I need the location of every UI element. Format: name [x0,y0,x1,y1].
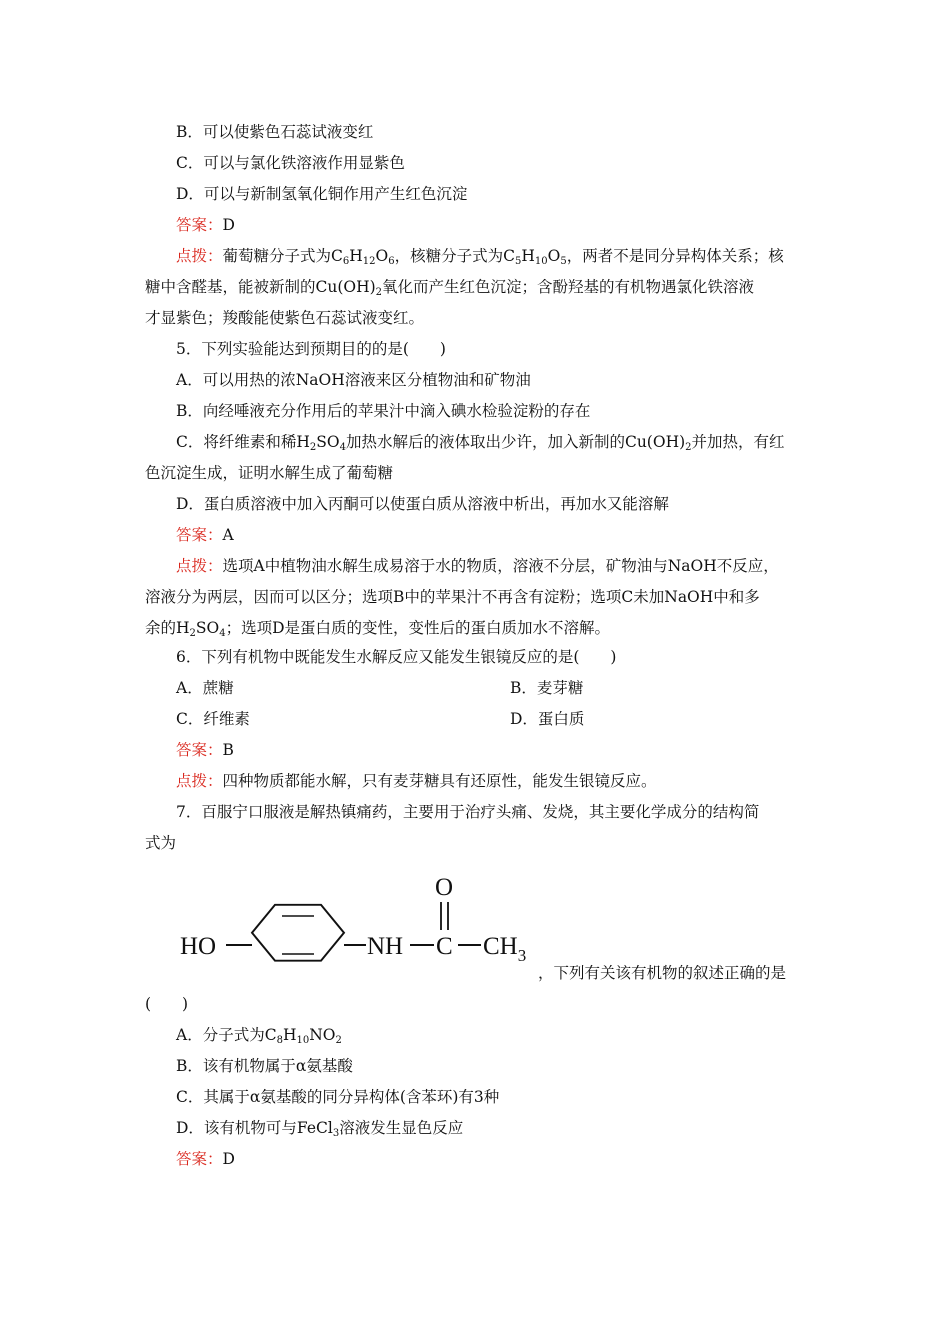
q7-answer-line [176,1149,235,1169]
answer-value: B [222,741,234,759]
q6-option-b: B．麦芽糖 [510,679,584,697]
q6-option-a: A．蔗糖 [176,679,234,697]
option-text: 溶液发生显色反应 [339,1119,464,1137]
question-7-stem-line-1: 7．百服宁口服液是解热镇痛药，主要用于治疗头痛、发烧，其主要化学成分的结构简 [176,803,760,821]
q6-hint-line [176,771,657,791]
option-text: D．该有机物可与FeCl [176,1119,333,1137]
hint-line-2 [145,277,754,297]
hint-line-3: 才显紫色；羧酸能使紫色石蕊试液变红。 [145,309,425,327]
hint-text: O [547,247,561,265]
methyl-ch: CH [483,933,518,960]
subscript: 6 [388,256,395,267]
q5-option-b: B．向经唾液充分作用后的苹果汁中滴入碘水检验淀粉的存在 [176,402,591,420]
q5-hint-line-3 [145,618,610,638]
subscript: 2 [375,287,383,298]
carbonyl-oxygen-label: O [435,874,454,901]
hint-label: 点拨： [176,247,223,265]
hint-text: 选项A中植物油水解生成易溶于水的物质，溶液不分层，矿物油与NaOH不反应， [222,557,779,575]
subscript: 3 [332,1128,340,1139]
option-text: SO [316,433,340,451]
subscript: 10 [534,256,548,267]
question-6-stem: 6．下列有机物中既能发生水解反应又能发生银镜反应的是( ) [176,648,617,666]
subscript: 10 [296,1035,310,1046]
option-text: 加热水解后的液体取出少许，加入新制的Cu(OH) [345,433,686,451]
option-b: B．可以使紫色石蕊试液变红 [176,123,374,141]
hint-text: 余的H [145,619,190,637]
hint-label: 点拨： [176,557,223,575]
structural-formula [176,870,556,970]
q5-hint-line-2: 溶液分为两层，因而可以区分；选项B中的苹果汁不再含有淀粉；选项C未加NaOH中和多 [145,588,760,606]
hint-text: H [349,247,363,265]
hint-text: O [375,247,389,265]
hint-text: 糖中含醛基，能被新制的Cu(OH) [145,278,376,296]
q6-answer-line [176,740,234,760]
carbonyl-carbon-label: C [436,933,453,960]
answer-value: D [222,216,235,234]
subscript: 5 [560,256,567,267]
hint-text: H [521,247,535,265]
q5-option-d: D．蛋白质溶液中加入丙酮可以使蛋白质从溶液中析出，再加水又能溶解 [176,495,669,513]
q5-option-c-line-2: 色沉淀生成，证明水解生成了葡萄糖 [145,464,394,482]
hint-text: ；选项D是蛋白质的变性，变性后的蛋白质加水不溶解。 [225,619,611,637]
subscript: 2 [189,628,196,639]
q6-option-c: C．纤维素 [176,710,250,728]
subscript: 2 [685,442,692,453]
q6-option-d: D．蛋白质 [510,710,585,728]
subscript: 5 [515,256,522,267]
answer-label: 答案： [176,741,223,759]
question-7-stem-line-2: 式为 [145,834,177,852]
subscript: 4 [219,628,226,639]
subscript: 2 [309,442,317,453]
q7-option-b: B．该有机物属于α氨基酸 [176,1057,353,1075]
q7-option-c: C．其属于α氨基酸的同分异构体(含苯环)有3种 [176,1088,500,1106]
hint-text: 葡萄糖分子式为C [222,247,343,265]
hint-text: SO [195,619,220,637]
option-text: NO [309,1026,336,1044]
answer-label: 答案： [176,1150,223,1168]
subscript: 8 [276,1035,283,1046]
option-c: C．可以与氯化铁溶液作用显紫色 [176,154,405,172]
answer-line [176,215,235,235]
option-d: D．可以与新制氢氧化铜作用产生红色沉淀 [176,185,468,203]
amine-label: NH [367,933,404,960]
hint-line-1 [176,246,784,266]
methyl-subscript: 3 [517,946,527,965]
q7-option-a [176,1025,342,1045]
option-text: A．分子式为C [176,1026,277,1044]
option-text: C．将纤维素和稀H [176,433,310,451]
q7-option-d [176,1118,463,1138]
hydroxyl-label: HO [180,933,217,960]
option-text: H [282,1026,297,1044]
subscript: 6 [342,256,350,267]
answer-value: A [222,526,234,544]
subscript: 4 [339,442,346,453]
hint-text: ，两者不是同分异构体关系；核 [566,247,784,265]
option-text: 并加热，有红 [691,433,785,451]
subscript: 2 [335,1035,342,1046]
answer-value: D [222,1150,235,1168]
q5-answer-line [176,525,234,545]
answer-label: 答案： [176,216,223,234]
answer-label: 答案： [176,526,223,544]
q5-option-a: A．可以用热的浓NaOH溶液来区分植物油和矿物油 [176,371,531,389]
hint-label: 点拨： [176,772,223,790]
benzene-ring [252,905,344,961]
q5-hint-line-1 [176,556,779,576]
hint-text: 氧化而产生红色沉淀；含酚羟基的有机物遇氯化铁溶液 [382,278,755,296]
subscript: 12 [362,256,376,267]
question-7-stem-line-3: ，下列有关该有机物的叙述正确的是 [538,964,787,982]
methyl-label [483,933,526,965]
hint-text: ，核糖分子式为C [394,247,515,265]
question-7-stem-line-4: ( ) [145,995,189,1013]
q5-option-c-line-1 [176,432,785,452]
hint-text: 四种物质都能水解，只有麦芽糖具有还原性，能发生银镜反应。 [222,772,657,790]
question-5-stem: 5．下列实验能达到预期目的的是( ) [176,340,446,358]
